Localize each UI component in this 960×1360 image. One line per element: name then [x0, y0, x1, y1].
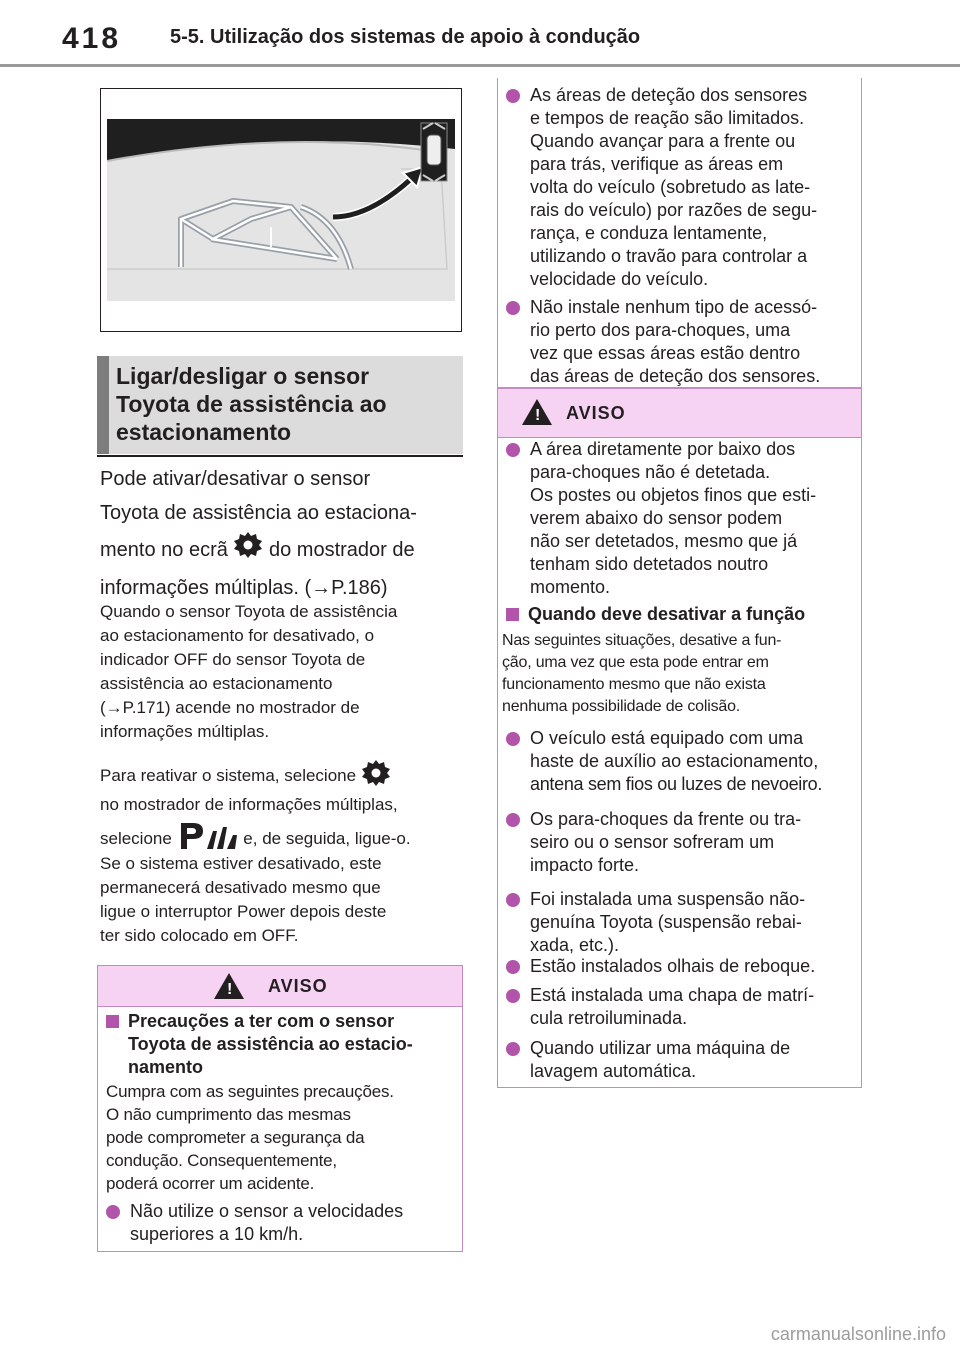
warning-note: Nas seguintes situações, desative a fun- ção, uma vez que esta pode entrar em funcionamento mesmo que não exista nenhuma possibilidade de colisão. — [502, 632, 782, 715]
warning-header: ! AVISO — [98, 966, 462, 1007]
bullet-dot-icon — [506, 301, 520, 315]
heading-underline — [97, 455, 463, 457]
square-bullet-icon — [506, 608, 519, 621]
page-header — [0, 0, 960, 66]
heading-title: Ligar/desligar o sensor Toyota de assistência ao estacionamento — [116, 363, 387, 445]
warning-title: AVISO — [268, 976, 328, 996]
warning-title: AVISO — [566, 403, 626, 423]
paragraph-reactivate: Para reativar o sistema, selecione no mostrador de informações múltiplas, selecione e, de seguida, ligue-o. — [100, 758, 462, 858]
bullet-dot-icon — [506, 1042, 520, 1056]
intro-paragraph: Pode ativar/desativar o sensor Toyota de assistência ao estaciona- mento no ecrã do mostrador de informações múltiplas. (→P.186) — [100, 468, 417, 599]
square-bullet-icon — [106, 1015, 119, 1028]
section-heading — [97, 356, 463, 454]
bullet-dot-icon — [506, 813, 520, 827]
settings-gear-icon — [233, 530, 263, 571]
heading-accent-bar — [97, 356, 109, 454]
bullet-dot-icon — [506, 989, 520, 1003]
bullet-dot-icon — [506, 893, 520, 907]
bullet-dot-icon — [106, 1205, 120, 1219]
bullet-dot-icon — [506, 960, 520, 974]
paragraph-power-off: Se o sistema estiver desativado, este permanecerá desativado mesmo que ligue o interruptor Power depois deste ter sido colocado em OFF. — [100, 854, 387, 945]
bullet-dot-icon — [506, 443, 520, 457]
warning-header: ! AVISO — [498, 388, 861, 438]
settings-gear-icon — [361, 758, 391, 795]
notes-box-right: As áreas de deteção dos sensores e tempos de reação são limitados. Quando avançar para a frente ou para trás, verifique as áreas em volta do veículo (sobretudo as late- rais do veículo) por razões de segu- rança, e conduza lentamente, utilizando o travão para controlar a velocidade do veículo. Não instale nenhum tipo de acessó- rio perto dos para-choques, uma vez que essas áreas estão dentro das áreas de deteção dos sensores. — [497, 78, 862, 388]
display-screen-image — [101, 89, 460, 330]
page-number: 418 — [62, 22, 122, 55]
warning-box-right: ! AVISO A área diretamente por baixo dos para-choques não é detetada. Os postes ou objetos finos que esti- verem abaixo do sensor podem não ser detetados, mesmo que já tenham sido detetados noutro momento. Quando deve desativar a função Nas seguintes situações, desative a fun- ção, uma vez que esta pode entrar em funcionamento mesmo que não exista nenhuma possibilidade de colisão. O veículo está equipado com uma haste de auxílio ao estacionamento, antena sem fios ou luzes de nevoeiro. Os para-choques da frente ou tra- seiro ou o sensor sofreram um impacto forte. Foi instalada uma suspensão não- genuína Toyota (suspensão rebai- xada, etc.). Estão instalados olhais de reboque. Está instalada uma chapa de matrí- cula retroiluminada. Quando utilizar uma máquina de lavagem automática. — [497, 388, 862, 1088]
warning-box-left: ! AVISO Precauções a ter com o sensor Toyota de assistência ao estacio- namento Cumpra com as seguintes precauções. O não cumprimento das mesmas pode comprometer a segurança da condução. Consequentemente, poderá ocorrer um acidente. Não utilize o sensor a velocidades superiores a 10 km/h. — [97, 965, 463, 1252]
bullet-dot-icon — [506, 732, 520, 746]
header-divider — [0, 64, 960, 67]
warning-note: Cumpra com as seguintes precauções. O não cumprimento das mesmas pode comprometer a segurança da condução. Consequentemente, poderá ocorrer um acidente. — [106, 1082, 394, 1193]
bullet-dot-icon — [506, 89, 520, 103]
paragraph-deactivated: Quando o sensor Toyota de assistência ao estacionamento for desativado, o indicador OFF do sensor Toyota de assistência ao estacionamento (→P.171) acende no mostrador de informações múltiplas. — [100, 602, 398, 741]
section-title: 5-5. Utilização dos sistemas de apoio à condução — [170, 26, 641, 48]
watermark: carmanualsonline.info — [770, 1324, 946, 1344]
parking-display-illustration — [100, 88, 462, 332]
